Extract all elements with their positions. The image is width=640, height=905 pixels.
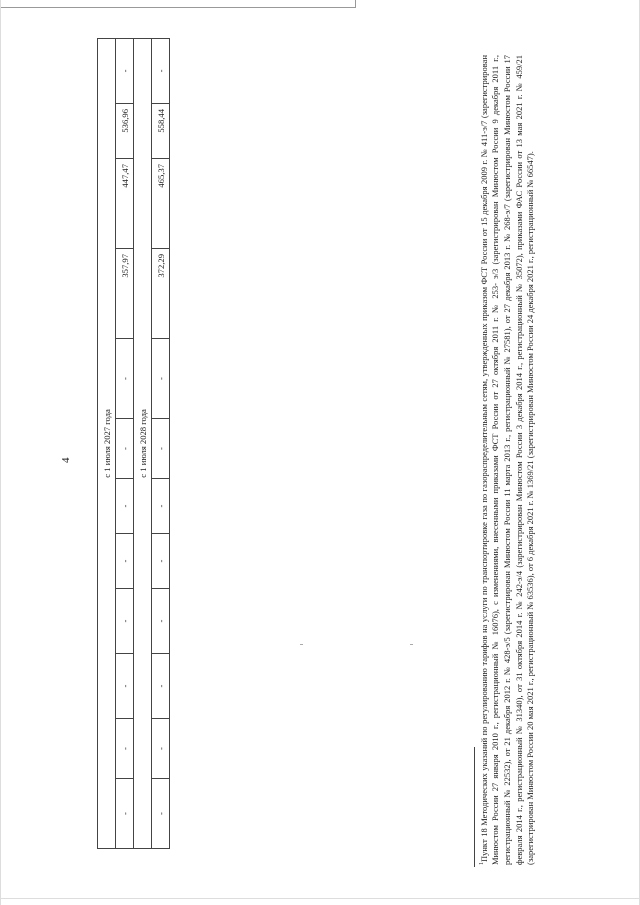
table-cell: - xyxy=(152,419,170,479)
page-number: 4 xyxy=(60,457,72,463)
tariff-table xyxy=(97,38,170,849)
table-cell: 372,29 xyxy=(152,249,170,339)
table-cell: - xyxy=(116,479,134,534)
table-cell: - xyxy=(116,419,134,479)
table-cell: - xyxy=(152,589,170,654)
footnote xyxy=(477,55,537,865)
table-cell: - xyxy=(116,779,134,849)
table-cell: - xyxy=(116,719,134,779)
table-row xyxy=(116,38,134,848)
table-cell: - xyxy=(152,339,170,419)
table-cell: 558,44 xyxy=(152,104,170,159)
table-group-header xyxy=(134,38,152,848)
table-cell: - xyxy=(116,654,134,719)
table-cell: 465,37 xyxy=(152,159,170,249)
table-cell: - xyxy=(152,779,170,849)
footnote-marker: 1 xyxy=(479,862,485,865)
table-cell: - xyxy=(152,534,170,589)
footnote-separator xyxy=(474,747,475,867)
period-label: с 1 июля 2027 года xyxy=(98,38,116,848)
table-cell: - xyxy=(116,589,134,654)
table-row xyxy=(152,38,170,848)
table-cell: 447,47 xyxy=(116,159,134,249)
table-group-header xyxy=(98,38,116,848)
scan-speck xyxy=(300,644,303,645)
scan-speck xyxy=(410,644,413,645)
table-cell: - xyxy=(152,38,170,103)
table-cell: - xyxy=(152,479,170,534)
table-cell: 357,97 xyxy=(116,249,134,339)
table-cell: - xyxy=(116,339,134,419)
table-cell: - xyxy=(116,38,134,103)
table-cell: - xyxy=(116,534,134,589)
period-label: с 1 июля 2028 года xyxy=(134,38,152,848)
footnote-text: Пункт 18 Методических указаний по регулированию тарифов на услуги по транспортировке газа по газораспределительным сетям, утвержденных приказом ФСТ России от 15 декабря 2009 г. № 411-э/7 (зарегистрирован Минюстом России 27 января 2010 г., регистрационный № 16076), с изменениями, внесенными приказами ФСТ России от 27 октября 2011 г. № 253- э/3 (зарегистрирован Минюстом России 9 декабря 2011 г., регистрационный № 22532), от 21 декабря 2012 г. № 428-э/5 (зарегистрирован Минюстом России 11 марта 2013 г., регистрационный № 27581), от 27 декабря 2013 г. № 268-э/7 (зарегистрирован Минюстом России 17 февраля 2014 г., регистрационный № 31340), от 31 октября 2014 г. № 242-э/4 (зарегистрирован Минюстом России 3 декабря 2014 г., регистрационный № 35072), приказами ФАС России от 13 мая 2021 г. № 459/21 (зарегистрирован Минюстом России 20 мая 2021 г., регистрационный № 63536), от 6 декабря 2021 г. № 1369/21 (зарегистрирован Минюстом России 24 декабря 2021 г., регистрационный № 66547). xyxy=(478,55,536,865)
table-cell: - xyxy=(152,719,170,779)
table-cell: - xyxy=(152,654,170,719)
table-cell: 536,96 xyxy=(116,104,134,159)
